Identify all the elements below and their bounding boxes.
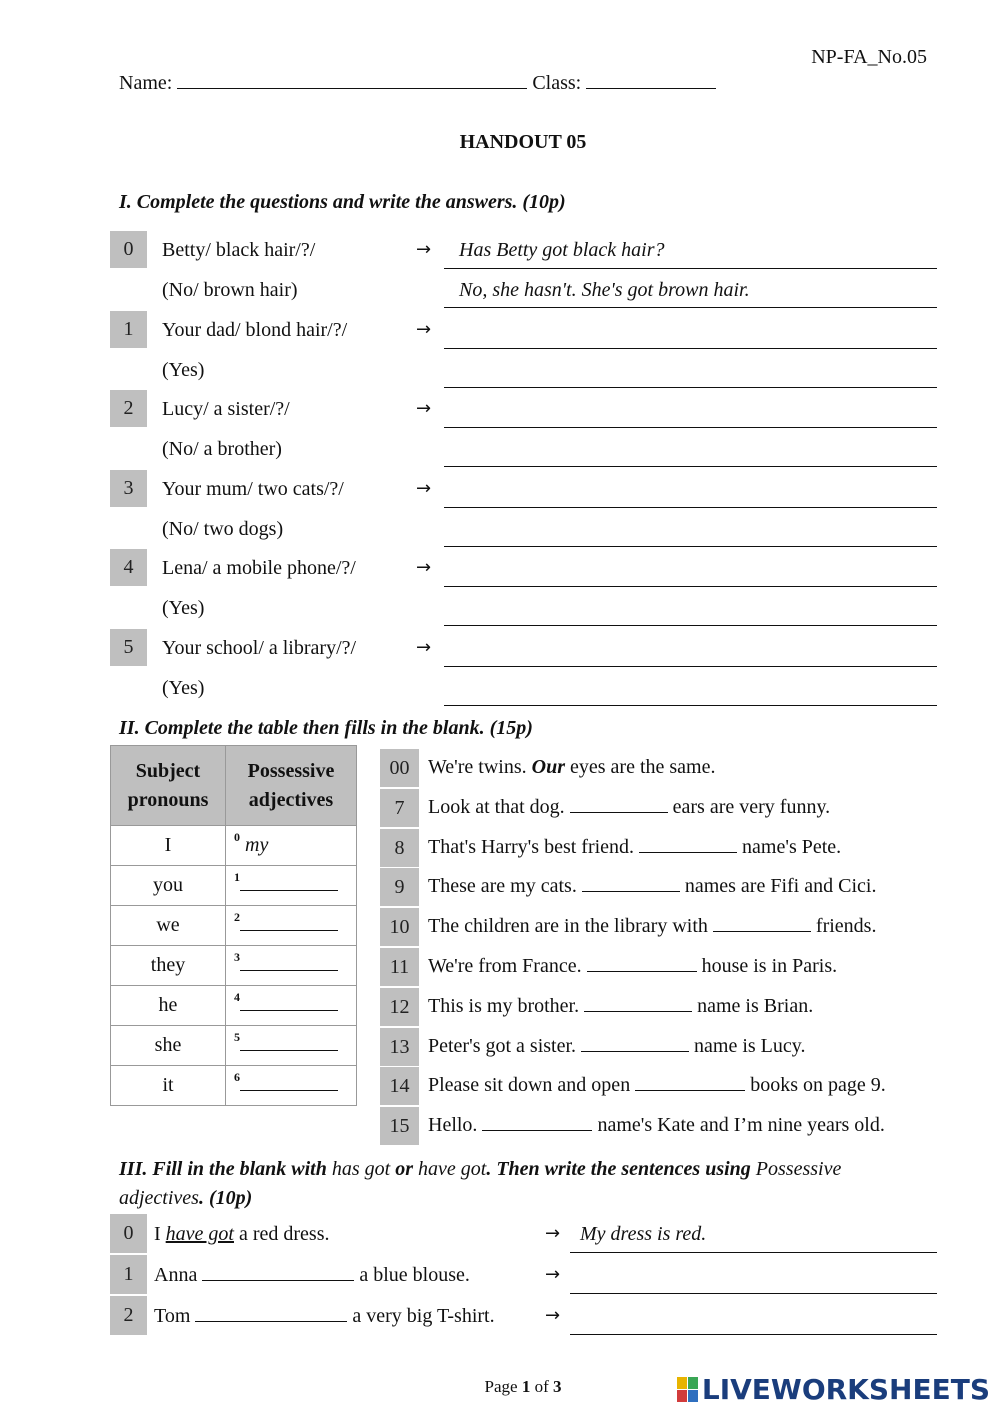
logo-text: LIVEWORKSHEETS: [701, 1373, 990, 1406]
short-answer-line[interactable]: [444, 705, 937, 706]
example-answer: No, she hasn't. She's got brown hair.: [459, 279, 750, 301]
sentence-blank[interactable]: [582, 876, 680, 892]
sentence-blank[interactable]: [570, 797, 668, 813]
subject-pronoun: we: [111, 906, 226, 946]
sentence-before: We're twins.: [428, 756, 532, 778]
sentence-before: Anna: [154, 1264, 203, 1286]
arrow-right-icon: →: [416, 557, 432, 579]
item-number: 3: [110, 470, 147, 507]
s3-heading-b: has got: [331, 1158, 391, 1180]
sentence-after: house is in Paris.: [696, 955, 838, 977]
sentence-before: Tom: [154, 1305, 196, 1327]
table-row: [111, 866, 357, 906]
question-prompt: Lena/ a mobile phone/?/: [162, 557, 356, 580]
sentence: [428, 756, 715, 779]
sentence-blank[interactable]: [635, 1075, 745, 1091]
subject-pronoun: she: [111, 1026, 226, 1066]
sentence-blank[interactable]: [713, 916, 811, 932]
class-blank[interactable]: [586, 73, 716, 89]
item-number: 0: [110, 231, 147, 268]
example-verb: have got: [165, 1223, 234, 1245]
sentence-blank[interactable]: [639, 837, 737, 853]
question-answer-line[interactable]: [444, 427, 937, 428]
answer-prompt: (Yes): [162, 597, 205, 620]
short-answer-line[interactable]: [444, 625, 937, 626]
sentence: [428, 796, 830, 819]
item-number: 1: [110, 1255, 147, 1294]
subject-pronoun: I: [111, 826, 226, 866]
pronoun-table: [110, 745, 357, 1106]
adjective-blank[interactable]: [240, 915, 338, 931]
table-row: [111, 826, 357, 866]
sentence-before: Hello.: [428, 1114, 483, 1137]
name-blank[interactable]: [177, 73, 527, 89]
cell-index: 0: [234, 830, 240, 844]
sentence: [428, 955, 837, 978]
item-number: 5: [110, 629, 147, 666]
sentence-blank[interactable]: [581, 1036, 689, 1052]
sentence-before: That's Harry's best friend.: [428, 835, 640, 858]
class-label: Class:: [532, 72, 582, 94]
sentence-number: 14: [380, 1067, 419, 1105]
possessive-adjective-cell[interactable]: [226, 986, 357, 1026]
verb-blank[interactable]: [202, 1265, 354, 1281]
possessive-adjective-cell[interactable]: [226, 826, 357, 866]
answer-prompt: (No/ two dogs): [162, 517, 284, 540]
subject-pronoun: you: [111, 866, 226, 906]
question-answer-line[interactable]: [444, 507, 937, 508]
sentence-number: 7: [380, 789, 419, 827]
sentence-after: a red dress.: [233, 1223, 330, 1245]
possessive-adjective-cell[interactable]: [226, 866, 357, 906]
rewrite-answer-line[interactable]: [570, 1293, 937, 1294]
adjective-blank[interactable]: [240, 995, 338, 1011]
cell-index: 5: [234, 1030, 240, 1044]
possessive-adjective-cell[interactable]: [226, 1026, 357, 1066]
page-title: HANDOUT 05: [459, 131, 587, 153]
page-total: 3: [552, 1377, 562, 1396]
rewrite-answer-line[interactable]: [570, 1252, 937, 1253]
table-row: [111, 906, 357, 946]
question-answer-line[interactable]: [444, 586, 937, 587]
s3-heading-f: Possessive: [755, 1158, 842, 1180]
sentence-before: Please sit down and open: [428, 1074, 636, 1097]
sentence-number: 00: [380, 749, 419, 787]
sentence: [428, 836, 841, 859]
arrow-right-icon: →: [416, 477, 432, 499]
sentence-number: 13: [380, 1028, 419, 1066]
item-number: 0: [110, 1214, 147, 1253]
sentence: [428, 875, 876, 898]
cell-index: 3: [234, 950, 240, 964]
possessive-adjective-cell[interactable]: [226, 1066, 357, 1106]
s3-heading-h: . (10p): [198, 1187, 253, 1209]
item-number: 4: [110, 549, 147, 586]
sentence: [428, 1035, 805, 1058]
sentence-blank[interactable]: [584, 996, 692, 1012]
page-number: 1: [521, 1377, 531, 1396]
subject-pronoun: he: [111, 986, 226, 1026]
answer-prompt: (No/ brown hair): [162, 279, 298, 301]
name-label: Name:: [119, 72, 173, 94]
sentence-after: name's Pete.: [737, 835, 842, 858]
logo-badge-icon: [677, 1377, 699, 1403]
adjective-blank[interactable]: [240, 1075, 338, 1091]
subject-pronoun: it: [111, 1066, 226, 1106]
question-prompt: Lucy/ a sister/?/: [162, 398, 290, 421]
adjective-blank[interactable]: [240, 875, 338, 891]
question-answer-line[interactable]: [444, 268, 937, 269]
fill-sentence: [154, 1305, 495, 1328]
answer-prompt: (Yes): [162, 358, 205, 381]
possessive-adjective-cell[interactable]: [226, 946, 357, 986]
cell-index: 2: [234, 910, 240, 924]
arrow-right-icon: →: [416, 239, 432, 260]
arrow-right-icon: →: [416, 637, 432, 658]
table-row: [111, 986, 357, 1026]
table-row: [111, 946, 357, 986]
question-prompt: Your school/ a library/?/: [162, 637, 357, 659]
question-prompt: Your mum/ two cats/?/: [162, 477, 344, 500]
fill-sentence: [154, 1223, 330, 1246]
sentence-before: I: [154, 1223, 166, 1245]
question-prompt: Betty/ black hair/?/: [162, 239, 316, 261]
sentence: [428, 995, 813, 1018]
sentence-blank[interactable]: [587, 956, 697, 972]
sentence-before: This is my brother.: [428, 994, 585, 1017]
example-word: Our: [531, 756, 565, 778]
answer-prompt: (Yes): [162, 677, 205, 699]
table-row: [111, 1066, 357, 1106]
page-label: Page: [484, 1377, 522, 1396]
col-subject-pronouns: Subject pronouns: [111, 746, 226, 826]
s3-heading-c: or: [390, 1158, 418, 1180]
sentence-after: a very big T-shirt.: [347, 1305, 495, 1327]
sentence-after: name is Brian.: [692, 994, 814, 1017]
arrow-right-icon: →: [545, 1223, 561, 1244]
sentence: [428, 915, 876, 938]
question-answer-line[interactable]: [444, 348, 937, 349]
adjective-blank[interactable]: [240, 1035, 338, 1051]
answer-prompt: (No/ a brother): [162, 438, 282, 461]
sentence-number: 15: [380, 1107, 419, 1145]
short-answer-line[interactable]: [444, 307, 937, 308]
sentence-after: ears are very funny.: [667, 795, 831, 818]
subject-pronoun: they: [111, 946, 226, 986]
document-code: NP-FA_No.05: [811, 46, 927, 68]
sentence: [428, 1114, 885, 1137]
sentence-number: 8: [380, 829, 419, 867]
question-prompt: Your dad/ blond hair/?/: [162, 318, 348, 341]
sentence-after: a blue blouse.: [354, 1264, 470, 1286]
section3-heading: [119, 1155, 949, 1213]
sentence-after: name's Kate and I’m nine years old.: [592, 1114, 885, 1137]
cell-index: 1: [234, 870, 240, 884]
sentence-after: name is Lucy.: [689, 1034, 806, 1057]
sentence-before: We're from France.: [428, 955, 587, 977]
s3-heading-a: III. Fill in the blank with: [119, 1158, 332, 1180]
possessive-adjective-cell[interactable]: [226, 906, 357, 946]
sentence-number: 11: [380, 948, 419, 986]
short-answer-line[interactable]: [444, 387, 937, 388]
rewrite-answer-line[interactable]: [570, 1334, 937, 1335]
sentence-after: eyes are the same.: [565, 756, 716, 778]
verb-blank[interactable]: [195, 1306, 347, 1322]
section2-heading: II. Complete the table then fills in the blank. (15p): [119, 717, 533, 739]
s3-heading-d: have got: [418, 1158, 487, 1180]
sentence: [428, 1074, 886, 1097]
arrow-right-icon: →: [545, 1305, 561, 1326]
sentence-number: 9: [380, 868, 419, 906]
sentence-number: 10: [380, 908, 419, 946]
item-number: 2: [110, 390, 147, 427]
question-answer-line[interactable]: [444, 666, 937, 667]
fill-sentence: [154, 1264, 470, 1287]
sentence-after: books on page 9.: [745, 1074, 886, 1097]
short-answer-line[interactable]: [444, 466, 937, 467]
s3-heading-g: adjectives: [119, 1187, 199, 1209]
sentence-after: friends.: [810, 915, 877, 938]
arrow-right-icon: →: [545, 1264, 561, 1285]
liveworksheets-logo: [677, 1373, 990, 1406]
cell-index: 4: [234, 990, 240, 1004]
section1-heading: I. Complete the questions and write the answers. (10p): [119, 191, 566, 213]
sentence-before: The children are in the library with: [428, 915, 713, 938]
adjective-blank[interactable]: [240, 955, 338, 971]
example-rewrite: My dress is red.: [580, 1223, 707, 1245]
col-possessive-adjectives: Possessive adjectives: [226, 746, 357, 826]
sentence-blank[interactable]: [482, 1115, 592, 1131]
sentence-before: Peter's got a sister.: [428, 1034, 582, 1057]
example-adjective: my: [245, 834, 269, 856]
short-answer-line[interactable]: [444, 546, 937, 547]
sentence-before: These are my cats.: [428, 875, 582, 898]
example-question: Has Betty got black hair?: [459, 239, 665, 261]
arrow-right-icon: →: [416, 398, 432, 420]
name-class-line: [119, 72, 716, 95]
table-row: [111, 1026, 357, 1066]
arrow-right-icon: →: [416, 318, 432, 340]
item-number: 2: [110, 1296, 147, 1335]
page-of: of: [530, 1377, 553, 1396]
s3-heading-e: . Then write the sentences using: [486, 1158, 756, 1180]
sentence-before: Look at that dog.: [428, 795, 570, 818]
cell-index: 6: [234, 1070, 240, 1084]
sentence-after: names are Fifi and Cici.: [679, 875, 877, 898]
item-number: 1: [110, 311, 147, 348]
sentence-number: 12: [380, 988, 419, 1026]
